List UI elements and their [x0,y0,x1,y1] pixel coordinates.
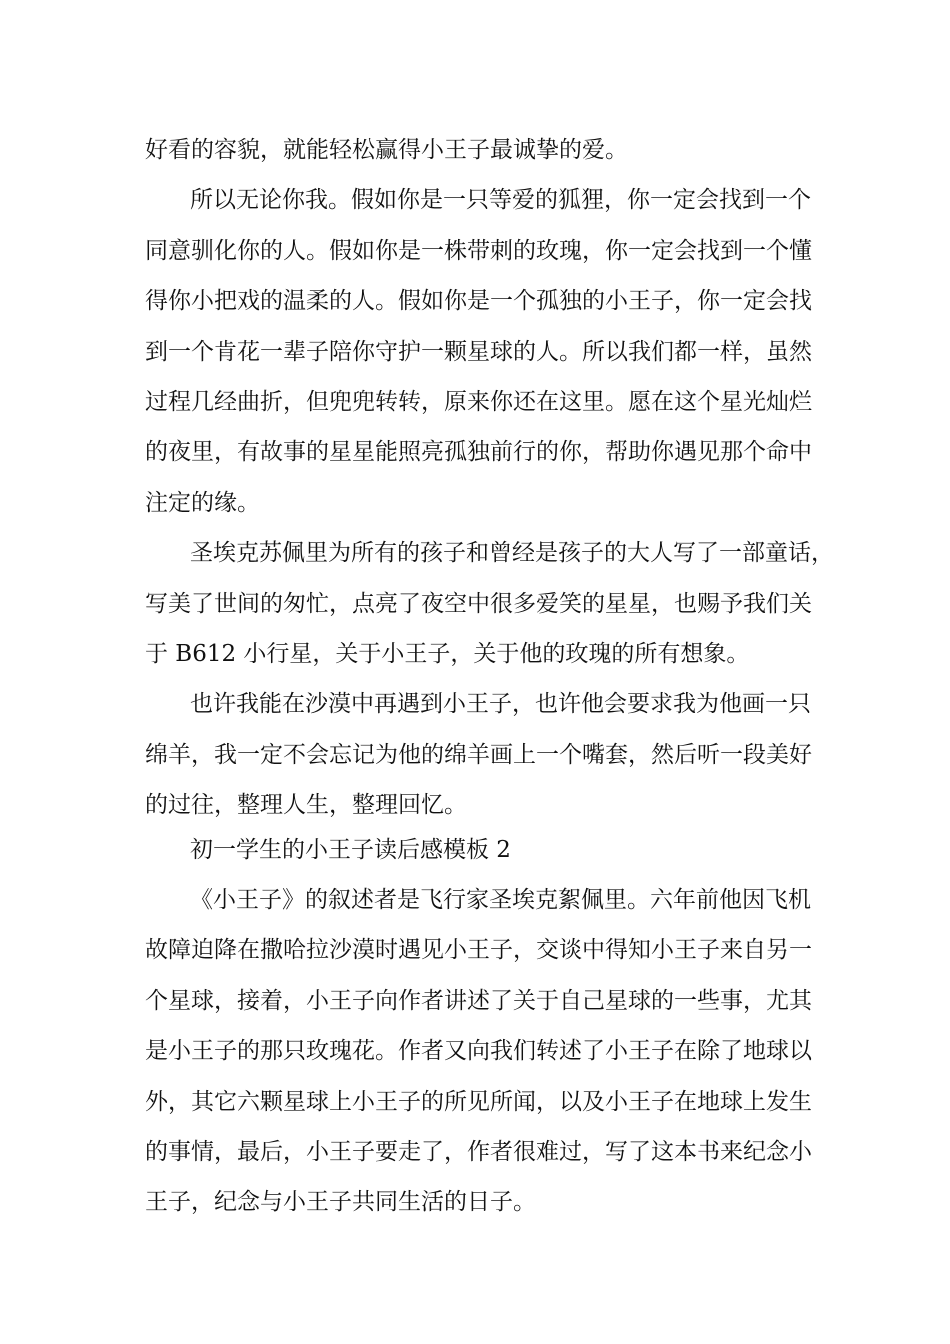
paragraph-start-line: 也许我能在沙漠中再遇到小王子，也许他会要求我为他画一只 [190,691,811,717]
text-line: 于 B612 小行星，关于小王子，关于他的玫瑰的所有想象。 [145,641,750,667]
text-line: 是小王子的那只玫瑰花。作者又向我们转述了小王子在除了地球以 [145,1038,812,1064]
text-line: 的事情，最后，小王子要走了，作者很难过，写了这本书来纪念小 [145,1139,812,1165]
text-line: 的夜里，有故事的星星能照亮孤独前行的你，帮助你遇见那个命中 [145,439,812,465]
text-line: 外，其它六颗星球上小王子的所见所闻，以及小王子在地球上发生 [145,1089,812,1115]
section-heading: 初一学生的小王子读后感模板 2 [190,837,511,863]
paragraph-start-line: 圣埃克苏佩里为所有的孩子和曾经是孩子的大人写了一部童话， [190,540,834,566]
text-line: 绵羊，我一定不会忘记为他的绵羊画上一个嘴套，然后听一段美好 [145,742,812,768]
text-line: 好看的容貌，就能轻松赢得小王子最诚挚的爱。 [145,137,628,163]
text-line: 故障迫降在撒哈拉沙漠时遇见小王子，交谈中得知小王子来自另一 [145,937,812,963]
text-line: 得你小把戏的温柔的人。假如你是一个孤独的小王子，你一定会找 [145,288,812,314]
paragraph-start-line: 《小王子》的叙述者是飞行家圣埃克絮佩里。六年前他因飞机 [190,887,811,913]
text-line: 到一个肯花一辈子陪你守护一颗星球的人。所以我们都一样，虽然 [145,339,812,365]
text-line: 王子，纪念与小王子共同生活的日子。 [145,1189,536,1215]
text-line: 个星球，接着，小王子向作者讲述了关于自己星球的一些事，尤其 [145,988,812,1014]
text-line: 注定的缘。 [145,490,260,516]
paragraph-start-line: 所以无论你我。假如你是一只等爱的狐狸，你一定会找到一个 [190,187,811,213]
text-line: 同意驯化你的人。假如你是一株带刺的玫瑰，你一定会找到一个懂 [145,238,812,264]
text-line: 过程几经曲折，但兜兜转转，原来你还在这里。愿在这个星光灿烂 [145,389,812,415]
text-line: 的过往，整理人生，整理回忆。 [145,792,467,818]
text-line: 写美了世间的匆忙，点亮了夜空中很多爱笑的星星，也赐予我们关 [145,591,812,617]
